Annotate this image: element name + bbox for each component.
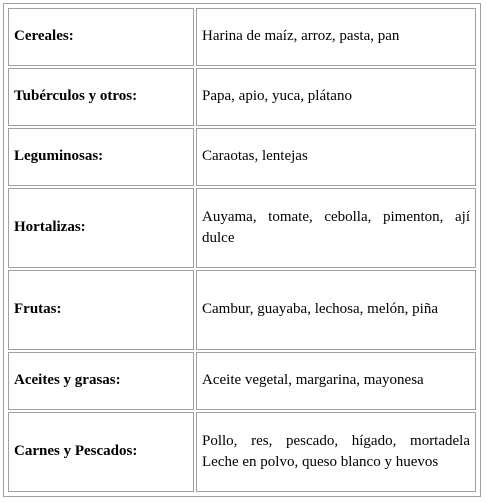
- category-cell: Carnes y Pescados:: [8, 412, 194, 492]
- category-cell: Cereales:: [8, 8, 194, 66]
- category-cell: Tubérculos y otros:: [8, 68, 194, 126]
- items-cell: Cambur, guayaba, lechosa, melón, piña: [196, 270, 476, 350]
- table-row: [8, 270, 476, 350]
- category-cell: Aceites y grasas:: [8, 352, 194, 410]
- items-cell: Auyama, tomate, cebolla, pimenton, ají dulce: [196, 188, 476, 268]
- table-row: [8, 8, 476, 66]
- items-cell: Harina de maíz, arroz, pasta, pan: [196, 8, 476, 66]
- category-cell: Leguminosas:: [8, 128, 194, 186]
- items-cell: Aceite vegetal, margarina, mayonesa: [196, 352, 476, 410]
- table-row: [8, 352, 476, 410]
- food-groups-grid: [6, 6, 478, 494]
- table-row: [8, 128, 476, 186]
- table-row: [8, 68, 476, 126]
- food-groups-table: [3, 3, 481, 497]
- items-cell: Papa, apio, yuca, plátano: [196, 68, 476, 126]
- items-cell: Caraotas, lentejas: [196, 128, 476, 186]
- table-row: [8, 188, 476, 268]
- category-cell: Hortalizas:: [8, 188, 194, 268]
- table-row: [8, 412, 476, 492]
- category-cell: Frutas:: [8, 270, 194, 350]
- items-cell: Pollo, res, pescado, hígado, mortadela Leche en polvo, queso blanco y huevos: [196, 412, 476, 492]
